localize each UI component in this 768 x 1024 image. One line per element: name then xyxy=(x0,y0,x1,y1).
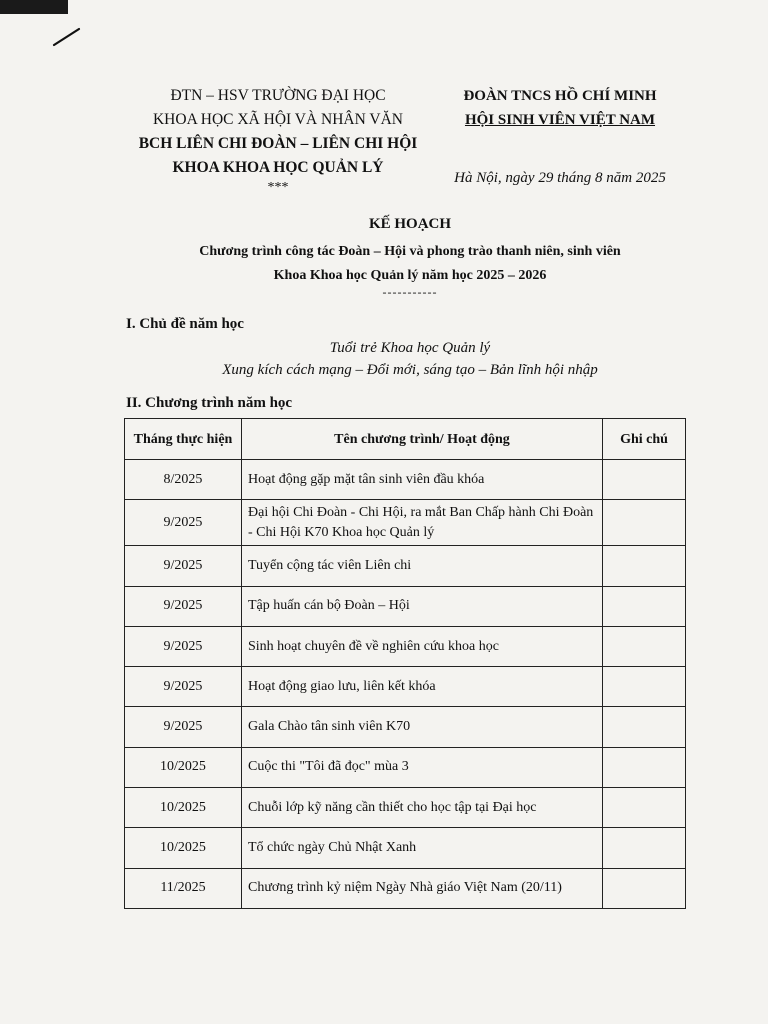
month-cell: 9/2025 xyxy=(125,546,242,586)
table-row xyxy=(125,546,686,586)
pen-stroke-mark xyxy=(52,26,82,48)
note-cell xyxy=(603,828,686,868)
theme-line-2: Xung kích cách mạng – Đổi mới, sáng tạo – Bản lĩnh hội nhập xyxy=(222,362,598,378)
document-subtitle xyxy=(120,240,700,288)
date-line: Hà Nội, ngày 29 tháng 8 năm 2025 xyxy=(454,170,666,186)
note-cell xyxy=(603,626,686,666)
month-cell: 8/2025 xyxy=(125,460,242,500)
month-cell: 10/2025 xyxy=(125,828,242,868)
month-cell: 10/2025 xyxy=(125,788,242,828)
month-cell: 9/2025 xyxy=(125,707,242,747)
association-name: HỘI SINH VIÊN VIỆT NAM xyxy=(464,112,656,128)
month-cell: 11/2025 xyxy=(125,868,242,908)
theme-line-1: Tuổi trẻ Khoa học Quản lý xyxy=(329,340,491,356)
table-row xyxy=(125,667,686,707)
table-row xyxy=(125,626,686,666)
activity-cell: Chuỗi lớp kỹ năng cần thiết cho học tập tại Đại học xyxy=(242,788,603,828)
month-cell: 9/2025 xyxy=(125,667,242,707)
note-cell xyxy=(603,586,686,626)
note-cell xyxy=(603,667,686,707)
activity-cell: Gala Chào tân sinh viên K70 xyxy=(242,707,603,747)
header-note: Ghi chú xyxy=(603,419,686,460)
month-cell: 10/2025 xyxy=(125,747,242,787)
month-cell: 9/2025 xyxy=(125,586,242,626)
note-cell xyxy=(603,500,686,546)
table-header-row xyxy=(125,419,686,460)
activity-cell: Tổ chức ngày Chủ Nhật Xanh xyxy=(242,828,603,868)
activity-cell: Sinh hoạt chuyên đề về nghiên cứu khoa học xyxy=(242,626,603,666)
union-name: ĐOÀN TNCS HỒ CHÍ MINH xyxy=(463,88,657,104)
separator-stars: *** xyxy=(267,180,289,195)
month-cell: 9/2025 xyxy=(125,626,242,666)
table-row xyxy=(125,586,686,626)
org-line-2: KHOA HỌC XÃ HỘI VÀ NHÂN VĂN xyxy=(152,111,403,128)
header-month: Tháng thực hiện xyxy=(125,419,242,460)
section-1-heading: I. Chủ đề năm học xyxy=(126,316,244,332)
table-row xyxy=(125,460,686,500)
note-cell xyxy=(603,788,686,828)
note-cell xyxy=(603,707,686,747)
program-table xyxy=(124,418,686,909)
note-cell xyxy=(603,747,686,787)
table-row xyxy=(125,747,686,787)
table-row xyxy=(125,707,686,747)
table-row xyxy=(125,868,686,908)
activity-cell: Hoạt động giao lưu, liên kết khóa xyxy=(242,667,603,707)
activity-cell: Đại hội Chi Đoàn - Chi Hội, ra mắt Ban Chấp hành Chi Đoàn - Chi Hội K70 Khoa học Quản lý xyxy=(242,500,603,546)
note-cell xyxy=(603,546,686,586)
org-line-3: BCH LIÊN CHI ĐOÀN – LIÊN CHI HỘI xyxy=(138,135,418,152)
document-title: KẾ HOẠCH xyxy=(368,216,452,232)
activity-cell: Tuyển cộng tác viên Liên chi xyxy=(242,546,603,586)
section-2-heading: II. Chương trình năm học xyxy=(126,395,293,411)
note-cell xyxy=(603,460,686,500)
subtitle-line-1: Chương trình công tác Đoàn – Hội và phong trào thanh niên, sinh viên xyxy=(199,244,621,259)
issuing-organization xyxy=(118,84,438,196)
org-line-4: KHOA KHOA HỌC QUẢN LÝ xyxy=(172,159,384,176)
table-row xyxy=(125,500,686,546)
activity-cell: Chương trình kỷ niệm Ngày Nhà giáo Việt Nam (20/11) xyxy=(242,868,603,908)
activity-cell: Hoạt động gặp mặt tân sinh viên đầu khóa xyxy=(242,460,603,500)
note-cell xyxy=(603,868,686,908)
header-activity: Tên chương trình/ Hoạt động xyxy=(242,419,603,460)
org-line-1: ĐTN – HSV TRƯỜNG ĐẠI HỌC xyxy=(170,87,386,104)
scan-edge-shadow xyxy=(0,0,68,14)
activity-cell: Tập huấn cán bộ Đoàn – Hội xyxy=(242,586,603,626)
title-divider: ----------- xyxy=(382,285,438,299)
activity-cell: Cuộc thi "Tôi đã đọc" mùa 3 xyxy=(242,747,603,787)
table-row xyxy=(125,788,686,828)
parent-organization xyxy=(440,84,680,132)
subtitle-line-2: Khoa Khoa học Quản lý năm học 2025 – 2026 xyxy=(273,268,547,283)
month-cell: 9/2025 xyxy=(125,500,242,546)
table-row xyxy=(125,828,686,868)
